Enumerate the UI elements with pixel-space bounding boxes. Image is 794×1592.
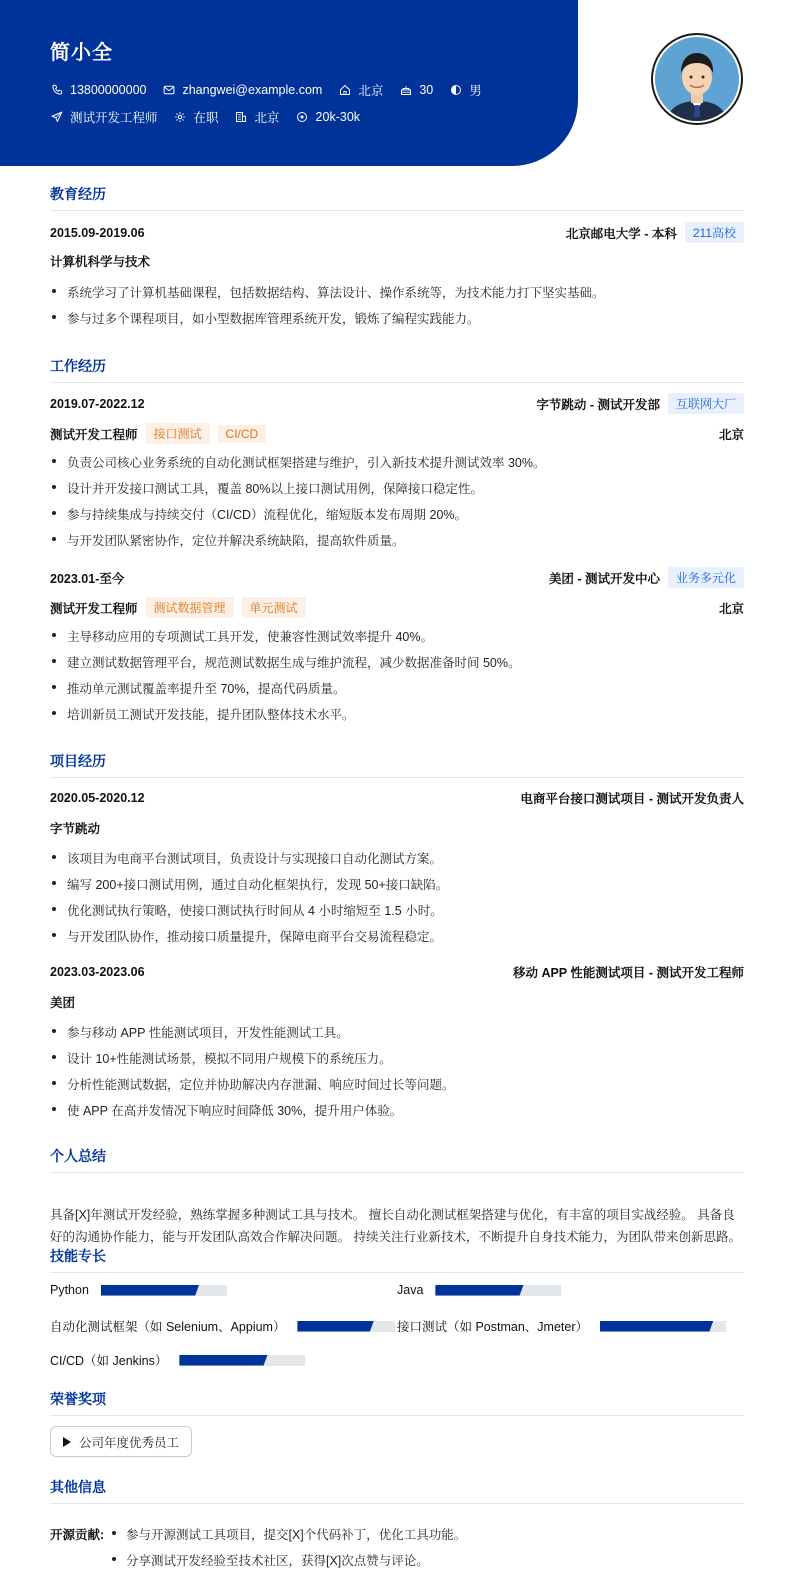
- education-header: [50, 222, 744, 243]
- work-period: 2019.07-2022.12: [50, 396, 145, 411]
- salary-icon: [296, 111, 309, 124]
- skill-fill: [179, 1355, 267, 1366]
- work-header-2: [50, 567, 744, 588]
- list-item: 参与过多个课程项目，如小型数据库管理系统开发，锻炼了编程实践能力。: [50, 309, 744, 327]
- list-item: 参与持续集成与持续交付（CI/CD）流程优化，缩短版本发布周期 20%。: [50, 505, 744, 523]
- education-major: 计算机科学与技术: [50, 255, 151, 269]
- send-icon: [50, 111, 63, 124]
- work-header-1: [50, 393, 744, 414]
- skill-bar: [179, 1355, 305, 1366]
- skills-section: [50, 1246, 744, 1273]
- skill-tag: 单元测试: [242, 597, 306, 618]
- position-info: 测试开发工程师: [50, 108, 158, 126]
- work-section: [50, 356, 744, 383]
- list-item: 该项目为电商平台测试项目，负责设计与实现接口自动化测试方案。: [50, 849, 744, 867]
- education-school: 北京邮电大学 - 本科: [565, 226, 677, 241]
- skill-bar: [101, 1285, 227, 1296]
- list-item: 参与移动 APP 性能测试项目，开发性能测试工具。: [50, 1023, 744, 1041]
- gender-info: 男: [449, 81, 482, 99]
- home-icon: [338, 84, 351, 97]
- skill-fill: [297, 1321, 373, 1332]
- list-item: 与开发团队协作，推动接口质量提升，保障电商平台交易流程稳定。: [50, 927, 744, 945]
- skill-fill: [101, 1285, 199, 1296]
- avatar-photo: [655, 37, 739, 121]
- list-item: 主导移动应用的专项测试工具开发，使兼容性测试效率提升 40%。: [50, 627, 744, 645]
- work-city: 北京: [718, 601, 744, 616]
- work-title: 测试开发工程师: [50, 427, 138, 442]
- work-period: 2023.01-至今: [50, 571, 125, 586]
- section-title-summary: 个人总结: [50, 1146, 744, 1173]
- list-item: 系统学习了计算机基础课程，包括数据结构、算法设计、操作系统等，为技术能力打下坚实基础。: [50, 283, 744, 301]
- job-row: [50, 108, 376, 126]
- project-period: 2020.05-2020.12: [50, 791, 145, 805]
- gender-icon: [449, 84, 462, 97]
- section-title-education: 教育经历: [50, 184, 744, 211]
- award-name: 公司年度优秀员工: [79, 1435, 180, 1450]
- summary-text: 具备[X]年测试开发经验，熟练掌握多种测试工具与技术。 擅长自动化测试框架搭建与优化，有丰富的项目实战经验。 具备良好的沟通协作能力，能与开发团队高效合作解决问题。 持续关注行业新技术，不断提升自身技术能力，为团队带来创新思路。: [50, 1208, 741, 1244]
- work-badge: 业务多元化: [668, 567, 744, 588]
- skill-tag: 测试数据管理: [146, 597, 234, 618]
- phone-info: 13800000000: [50, 83, 146, 97]
- summary-section: [50, 1146, 744, 1173]
- salary-info: 20k-30k: [296, 110, 360, 124]
- skill-name: 自动化测试框架（如 Selenium、Appium）: [50, 1320, 286, 1334]
- education-period: 2015.09-2019.06: [50, 225, 145, 240]
- project-name: 移动 APP 性能测试项目 - 测试开发工程师: [512, 966, 744, 980]
- skill-fill: [600, 1321, 713, 1332]
- project-org-row-2: [50, 993, 744, 1011]
- education-major-row: [50, 252, 744, 270]
- gear-icon: [174, 111, 187, 124]
- skill-tag: 接口测试: [146, 423, 210, 444]
- work-city: 北京: [718, 427, 744, 442]
- skill-bar: [297, 1321, 395, 1332]
- section-title-projects: 项目经历: [50, 751, 744, 778]
- city-info: 北京: [338, 81, 383, 99]
- skill-item: [50, 1351, 305, 1369]
- list-item: 设计 10+性能测试场景，模拟不同用户规模下的系统压力。: [50, 1049, 744, 1067]
- other-label: 开源贡献:: [50, 1528, 105, 1542]
- project-name: 电商平台接口测试项目 - 测试开发负责人: [520, 792, 744, 806]
- candidate-name: 简小全: [50, 42, 113, 64]
- list-item: 使 APP 在高并发情况下响应时间降低 30%，提升用户体验。: [50, 1101, 744, 1119]
- project-header-1: [50, 789, 744, 807]
- work-company: 字节跳动 - 测试开发部: [536, 397, 660, 412]
- skill-item: [50, 1317, 395, 1335]
- other-section: [50, 1477, 744, 1504]
- section-title-other: 其他信息: [50, 1477, 744, 1504]
- project-org-row-1: [50, 819, 744, 837]
- award-item[interactable]: [50, 1426, 192, 1457]
- avatar: [651, 33, 743, 125]
- list-item: 分析性能测试数据，定位并协助解决内存泄漏、响应时间过长等问题。: [50, 1075, 744, 1093]
- mail-icon: [162, 84, 175, 97]
- play-triangle-icon: [63, 1437, 71, 1447]
- age-info: 30: [399, 83, 433, 97]
- age-icon: [399, 84, 412, 97]
- list-item: 参与开源测试工具项目，提交[X]个代码补丁，优化工具功能。: [112, 1525, 466, 1543]
- list-item: 编写 200+接口测试用例，通过自动化框架执行，发现 50+接口缺陷。: [50, 875, 744, 893]
- skill-bar: [435, 1285, 561, 1296]
- project-period: 2023.03-2023.06: [50, 965, 145, 979]
- projects-section: [50, 751, 744, 778]
- skill-name: 接口测试（如 Postman、Jmeter）: [397, 1320, 589, 1334]
- list-item: 推动单元测试覆盖率提升至 70%，提高代码质量。: [50, 679, 744, 697]
- work-title-row-1: [50, 423, 744, 444]
- skill-item: [397, 1283, 561, 1297]
- list-item: 培训新员工测试开发技能，提升团队整体技术水平。: [50, 705, 744, 723]
- education-section: [50, 184, 744, 211]
- list-item: 优化测试执行策略，使接口测试执行时间从 4 小时缩短至 1.5 小时。: [50, 901, 744, 919]
- work-company: 美团 - 测试开发中心: [548, 571, 660, 586]
- skill-name: CI/CD（如 Jenkins）: [50, 1354, 168, 1368]
- work-badge: 互联网大厂: [668, 393, 744, 414]
- work-title-row-2: [50, 597, 744, 618]
- list-item: 设计并开发接口测试工具，覆盖 80%以上接口测试用例，保障接口稳定性。: [50, 479, 744, 497]
- project-org: 美团: [50, 996, 76, 1010]
- contact-row: [50, 81, 498, 99]
- skill-name: Python: [50, 1283, 89, 1297]
- skill-item: [397, 1317, 726, 1335]
- building-icon: [235, 111, 248, 124]
- project-org: 字节跳动: [50, 822, 101, 836]
- awards-section: [50, 1389, 744, 1416]
- section-title-skills: 技能专长: [50, 1246, 744, 1273]
- skill-fill: [435, 1285, 523, 1296]
- project-header-2: [50, 963, 744, 981]
- education-badge: 211高校: [685, 222, 744, 243]
- list-item: 负责公司核心业务系统的自动化测试框架搭建与维护，引入新技术提升测试效率 30%。: [50, 453, 744, 471]
- list-item: 分享测试开发经验至技术社区，获得[X]次点赞与评论。: [112, 1551, 429, 1569]
- status-info: 在职: [174, 108, 219, 126]
- section-title-awards: 荣誉奖项: [50, 1389, 744, 1416]
- skill-bar: [600, 1321, 726, 1332]
- list-item: 与开发团队紧密协作，定位并解决系统缺陷，提高软件质量。: [50, 531, 744, 549]
- skill-name: Java: [397, 1283, 424, 1297]
- phone-icon: [50, 84, 63, 97]
- skill-tag: CI/CD: [218, 425, 267, 443]
- email-info: zhangwei@example.com: [162, 83, 322, 97]
- work-title: 测试开发工程师: [50, 601, 138, 616]
- section-title-work: 工作经历: [50, 356, 744, 383]
- list-item: 建立测试数据管理平台，规范测试数据生成与维护流程，减少数据准备时间 50%。: [50, 653, 744, 671]
- work-city-info: 北京: [235, 108, 280, 126]
- skill-item: [50, 1283, 227, 1297]
